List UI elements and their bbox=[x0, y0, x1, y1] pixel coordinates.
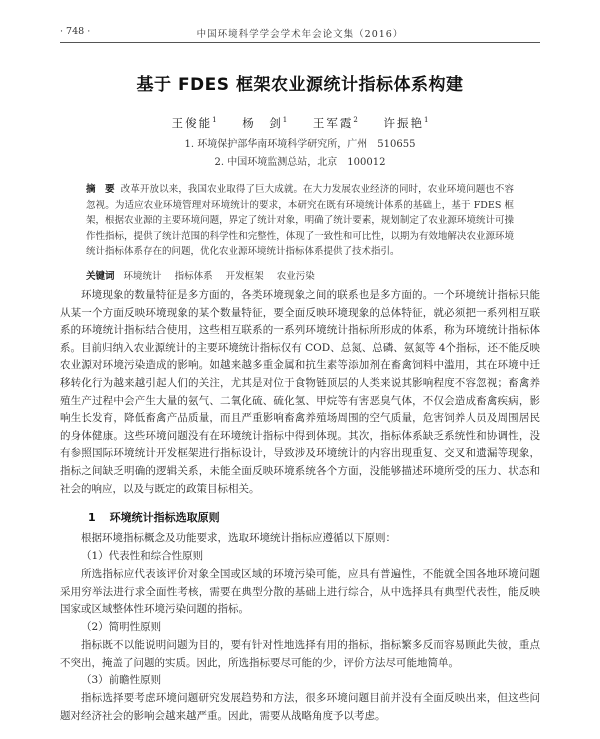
section-number: 1 bbox=[88, 511, 96, 524]
author-list bbox=[0, 115, 600, 131]
author: 王军霞$^2$ bbox=[312, 116, 358, 130]
running-head bbox=[60, 26, 540, 42]
principle-paragraph: 所选指标应代表该评价对象全国或区域的环境污染可能，应具有普遍性，不能就全国各地环境问题采用穷举法进行求全面性考核，需要在典型分散的基础上进行综合，从中选择具有典型代表性，能反映国家或区域整体性环境污染问题的指标。 bbox=[60, 568, 540, 616]
keywords bbox=[86, 268, 514, 282]
header-rule bbox=[60, 42, 540, 43]
keyword: 开发框架 bbox=[225, 271, 264, 282]
affiliation-1: 1. 环境保护部华南环境科学研究所，广州 510655 bbox=[184, 139, 416, 150]
abstract bbox=[86, 182, 514, 260]
author: 许振艳$^1$ bbox=[383, 116, 429, 130]
keyword: 指标体系 bbox=[174, 271, 213, 282]
affiliation-2: 2. 中国环境监测总站，北京 100012 bbox=[214, 157, 386, 168]
principle-heading: （2）简明性原则 bbox=[81, 621, 162, 633]
principle-paragraph: 指标选择要考虑环境问题研究发展趋势和方法，很多环境问题目前并没有全面反映出来，但这些问题对经济社会的影响会越来越严重。因此，需要从战略角度予以考虑。 bbox=[60, 692, 540, 722]
author: 杨 剑$^1$ bbox=[242, 116, 288, 130]
abstract-label: 摘 要 bbox=[86, 184, 115, 195]
keyword: 农业污染 bbox=[276, 271, 315, 282]
journal-title: 中国环境科学学会学术年会论文集（2016） bbox=[196, 29, 404, 40]
author: 王俊能$^1$ bbox=[171, 116, 217, 130]
principle-heading: （1）代表性和综合性原则 bbox=[81, 550, 204, 562]
section-title: 环境统计指标选取原则 bbox=[109, 511, 220, 524]
principle-heading: （3）前瞻性原则 bbox=[81, 674, 162, 686]
section-intro: 根据环境指标概念及功能要求，选取环境统计指标应遵循以下原则： bbox=[81, 532, 396, 544]
section-heading bbox=[88, 509, 220, 525]
keyword: 环境统计 bbox=[123, 271, 162, 282]
principle-paragraph: 指标既不以能说明问题为目的，要有针对性地选择有用的指标，指标繁多反而容易顾此失彼，重点不突出，掩盖了问题的实质。因此，所选指标要尽可能的少，评价方法尽可能地简单。 bbox=[60, 639, 540, 669]
paper-title: 基于 FDES 框架农业源统计指标体系构建 bbox=[136, 75, 464, 95]
intro-paragraph: 环境现象的数量特征是多方面的，各类环境现象之间的联系也是多方面的。一个环境统计指标只能从某一个方面反映环境现象的某个数量特征，要全面反映环境现象的总体特征，就必须把一系列相互联系的环境统计指标结合使用，这些相互联系的一系列环境统计指标所形成的体系，称为环境统计指标体系。目前归纳入农业源统计的主要环境统计指标仅有 COD、总氮、总磷、氨氮等 4个指标，还不能反映农业源对环境污染造成的影响。如越来越多重金属和抗生素等添加剂在畜禽饲料中滥用，其在环境中迁移转化行为越来越引起人们的关注，尤其是对位于食物链顶层的人类来说其影响程度不容忽视；畜禽养殖生产过程中会产生大量的氨气、二氧化硫、硫化氢、甲烷等有害恶臭气体，不仅会造成畜禽疾病，影响生长发育，降低畜禽产品质量，而且严重影响畜禽养殖场周围的空气质量，危害饲养人员及周围居民的身体健康。这些环境问题没有在环境统计指标中得到体现。其次，指标体系缺乏系统性和协调性，没有参照国际环境统计开发框架进行指标设计，导致涉及环境统计的内容出现重复、交叉和遗漏等现象，指标之间缺乏明确的逻辑关系，未能全面反映环境系统各个方面，没能够描述环境所受的压力、状态和社会的响应，以及与既定的政策目标相关。 bbox=[60, 289, 540, 495]
keywords-label: 关键词 bbox=[86, 271, 115, 282]
page-number: · 748 · bbox=[60, 26, 91, 37]
abstract-text: 改革开放以来，我国农业取得了巨大成就。在大力发展农业经济的同时，农业环境问题也不容忽视。为适应农业环境管理对环境统计的要求，本研究在既有环境统计体系的基础上，基于 FDES 框架，根据农业源的主要环境问题，界定了统计对象，明确了统计要素，规划制定了农业源环境统计可操作性指标，提供了统计范围的科学性和完整性，体现了一致性和可比性，以期为有效地解决农业源环境统计指标体系存在的问题，优化农业源环境统计指标体系提供了技术指引。 bbox=[86, 184, 514, 257]
